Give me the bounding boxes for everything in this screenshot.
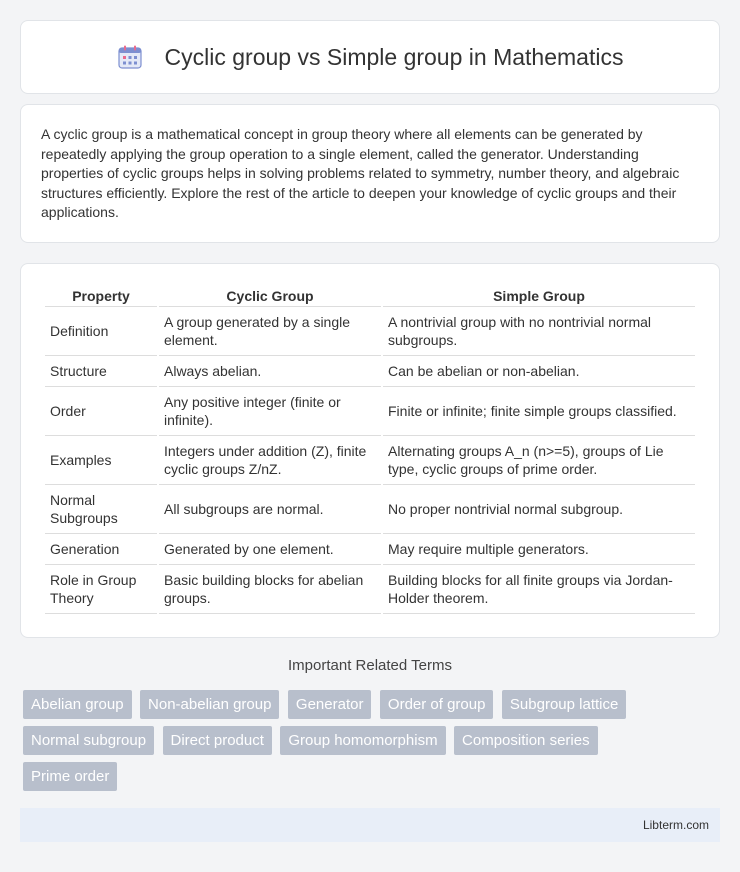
tag-normal-subgroup[interactable]: Normal subgroup [23,726,154,755]
comparison-table [43,284,697,614]
footer [20,808,720,842]
tag-group-homomorphism[interactable]: Group homomorphism [280,726,445,755]
tag-abelian-group[interactable]: Abelian group [23,690,132,719]
tag-order-of-group[interactable]: Order of group [380,690,494,719]
footer-site-link[interactable]: Libterm.com [642,818,709,832]
table-row [45,307,695,356]
row-simple: A nontrivial group with no nontrivial normal subgroups. [383,307,695,356]
intro-text: A cyclic group is a mathematical concept in group theory where all elements can be generated by repeatedly applying the group operation to a single element, called the generator. Understanding properties of cyclic groups helps in solving problems related to symmetry, number theory, and algebraic structures efficiently. Explore the rest of the article to deepen your knowledge of cyclic groups and their applications. [41,126,680,220]
tag-prime-order[interactable]: Prime order [23,762,117,791]
related-terms-list [23,690,703,798]
row-cyclic: Integers under addition (Z), finite cyclic groups Z/nZ. [159,436,381,485]
title-card [20,20,720,94]
row-cyclic: Generated by one element. [159,534,381,565]
row-simple: Can be abelian or non-abelian. [383,356,695,387]
table-row [45,485,695,534]
comparison-card [20,263,720,638]
header-simple-group: Simple Group [383,284,695,307]
row-cyclic: Basic building blocks for abelian groups. [159,565,381,614]
header-cyclic-group: Cyclic Group [159,284,381,307]
intro-card [20,104,720,243]
related-terms-title: Important Related Terms [288,657,452,674]
row-property: Normal Subgroups [45,485,157,534]
calendar-icon [117,44,143,70]
tag-composition-series[interactable]: Composition series [454,726,598,755]
row-cyclic: All subgroups are normal. [159,485,381,534]
table-row [45,356,695,387]
row-simple: Alternating groups A_n (n>=5), groups of Lie type, cyclic groups of prime order. [383,436,695,485]
row-simple: No proper nontrivial normal subgroup. [383,485,695,534]
row-simple: May require multiple generators. [383,534,695,565]
table-row [45,534,695,565]
row-simple: Finite or infinite; finite simple groups classified. [383,387,695,436]
header-property: Property [45,284,157,307]
table-header-row [45,284,695,307]
row-cyclic: Any positive integer (finite or infinite). [159,387,381,436]
tag-direct-product[interactable]: Direct product [163,726,272,755]
row-property: Examples [45,436,157,485]
table-row [45,436,695,485]
tag-generator[interactable]: Generator [288,690,372,719]
tag-non-abelian-group[interactable]: Non-abelian group [140,690,279,719]
row-cyclic: Always abelian. [159,356,381,387]
row-cyclic: A group generated by a single element. [159,307,381,356]
row-property: Order [45,387,157,436]
row-property: Role in Group Theory [45,565,157,614]
row-simple: Building blocks for all finite groups via Jordan-Holder theorem. [383,565,695,614]
table-row [45,565,695,614]
row-property: Generation [45,534,157,565]
tag-subgroup-lattice[interactable]: Subgroup lattice [502,690,626,719]
row-property: Definition [45,307,157,356]
row-property: Structure [45,356,157,387]
page-title: Cyclic group vs Simple group in Mathematics [164,43,624,70]
table-row [45,387,695,436]
